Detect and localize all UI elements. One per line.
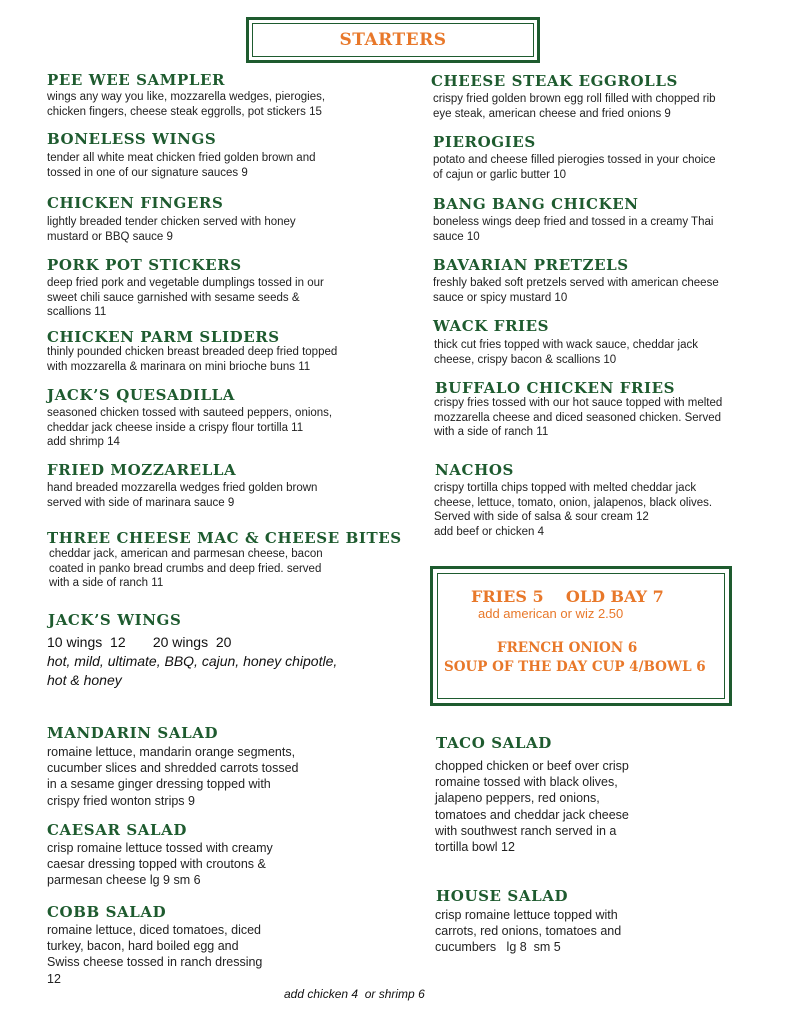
desc-line: cucumber slices and shredded carrots tossed: [47, 761, 299, 776]
desc-line: sweet chili sauce garnished with sesame seeds &: [47, 291, 300, 304]
desc-line: crispy fried wonton strips 9: [47, 793, 195, 808]
item-title-mac-cheese-bites: THREE CHEESE MAC & CHEESE BITES: [47, 529, 402, 547]
item-title-boneless-wings: BONELESS WINGS: [47, 130, 217, 148]
item-title-fried-mozzarella: FRIED MOZZARELLA: [47, 461, 237, 479]
desc-line: thinly pounded chicken breast breaded deep fried topped: [47, 346, 338, 358]
desc-line: hand breaded mozzarella wedges fried golden brown: [47, 482, 318, 494]
desc-line: Served with side of salsa & sour cream 12: [434, 511, 649, 524]
item-desc-cheese-steak-eggrolls: [433, 92, 716, 121]
item-desc-cobb-salad: [47, 922, 262, 987]
item-title-house-salad: HOUSE SALAD: [436, 887, 569, 905]
item-desc-mandarin-salad: [47, 744, 299, 809]
desc-line: coated in panko bread crumbs and deep fried. served: [49, 562, 322, 575]
french-onion-line: FRENCH ONION 6: [497, 640, 638, 656]
desc-line: mustard or BBQ sauce 9: [47, 230, 173, 243]
desc-line: mozzarella cheese and diced seasoned chicken. Served: [434, 411, 722, 424]
desc-line: romaine lettuce, diced tomatoes, diced: [47, 923, 262, 937]
item-desc-bang-bang-chicken: [433, 215, 713, 244]
item-title-chicken-parm-sliders: CHICKEN PARM SLIDERS: [47, 328, 280, 346]
desc-line: with southwest ranch served in a: [435, 823, 617, 838]
soup-of-the-day-line: SOUP OF THE DAY CUP 4/BOWL 6: [444, 659, 706, 675]
item-title-taco-salad: TACO SALAD: [436, 734, 552, 752]
desc-line: in a sesame ginger dressing topped with: [47, 777, 271, 792]
item-desc-chicken-parm-sliders: [47, 345, 337, 374]
item-title-caesar-salad: CAESAR SALAD: [47, 821, 188, 839]
desc-line: freshly baked soft pretzels served with american cheese: [433, 277, 719, 289]
desc-line: chopped chicken or beef over crisp: [435, 759, 629, 773]
item-title-bavarian-pretzels: BAVARIAN PRETZELS: [433, 256, 629, 274]
fries-price-line: FRIES 5 OLD BAY 7: [471, 587, 664, 606]
item-title-jacks-quesadilla: JACK’S QUESADILLA: [47, 386, 235, 404]
desc-line: crisp romaine lettuce topped with: [435, 908, 618, 922]
item-title-wack-fries: WACK FRIES: [433, 317, 550, 335]
item-title-pork-pot-stickers: PORK POT STICKERS: [47, 256, 242, 274]
desc-line: wings any way you like, mozzarella wedges, pierogies,: [47, 91, 326, 103]
add-cheese-line: add american or wiz 2.50: [478, 606, 624, 621]
section-title: STARTERS: [339, 30, 447, 50]
wings-flavors-line: hot & honey: [47, 672, 122, 688]
desc-line: add shrimp 14: [47, 436, 120, 449]
desc-line: caesar dressing topped with croutons &: [47, 857, 266, 872]
desc-line: parmesan cheese lg 9 sm 6: [47, 873, 201, 888]
starters-header-inner: [252, 23, 534, 57]
item-title-bang-bang-chicken: BANG BANG CHICKEN: [433, 195, 639, 213]
item-title-nachos: NACHOS: [435, 461, 514, 479]
item-title-mandarin-salad: MANDARIN SALAD: [47, 724, 219, 742]
desc-line: crispy tortilla chips topped with melted cheddar jack: [434, 482, 697, 494]
desc-line: with a side of ranch 11: [434, 426, 549, 439]
desc-line: cheese, lettuce, tomato, onion, jalapenos, black olives.: [434, 496, 713, 509]
desc-line: carrots, red onions, tomatoes and: [435, 924, 622, 939]
item-desc-house-salad: [435, 907, 621, 956]
item-title-jacks-wings: JACK’S WINGS: [48, 611, 182, 629]
desc-line: crisp romaine lettuce tossed with creamy: [47, 841, 273, 855]
desc-line: thick cut fries topped with wack sauce, cheddar jack: [434, 339, 698, 351]
desc-line: seasoned chicken tossed with sauteed peppers, onions,: [47, 407, 333, 419]
desc-line: 12: [47, 971, 61, 986]
desc-line: tomatoes and cheddar jack cheese: [435, 807, 629, 822]
item-title-cobb-salad: COBB SALAD: [47, 903, 167, 921]
wings-prices: 10 wings 12 20 wings 20: [47, 634, 232, 650]
desc-line: potato and cheese filled pierogies tossed in your choice: [433, 154, 716, 166]
item-desc-pee-wee-sampler: [47, 90, 325, 119]
item-title-buffalo-chicken-fries: BUFFALO CHICKEN FRIES: [435, 379, 676, 397]
desc-line: tender all white meat chicken fried golden brown and: [47, 152, 316, 164]
item-desc-chicken-fingers: [47, 215, 296, 244]
desc-line: cheese, crispy bacon & scallions 10: [434, 353, 617, 366]
desc-line: tossed in one of our signature sauces 9: [47, 166, 248, 179]
item-desc-caesar-salad: [47, 840, 273, 889]
desc-line: lightly breaded tender chicken served with honey: [47, 216, 296, 228]
item-title-cheese-steak-eggrolls: CHEESE STEAK EGGROLLS: [431, 72, 678, 90]
desc-line: boneless wings deep fried and tossed in a creamy Thai: [433, 216, 714, 228]
item-desc-bavarian-pretzels: [433, 276, 719, 305]
item-desc-mac-cheese-bites: [49, 547, 323, 591]
desc-line: sauce 10: [433, 230, 480, 243]
item-desc-wack-fries: [434, 338, 698, 367]
item-title-chicken-fingers: CHICKEN FINGERS: [47, 194, 224, 212]
desc-line: of cajun or garlic butter 10: [433, 168, 566, 181]
desc-line: romaine lettuce, mandarin orange segments,: [47, 745, 296, 759]
desc-line: with mozzarella & marinara on mini brioche buns 11: [47, 360, 311, 373]
salad-add-on-note: add chicken 4 or shrimp 6: [284, 987, 425, 1001]
wings-flavors-line: hot, mild, ultimate, BBQ, cajun, honey chipotle,: [47, 653, 338, 669]
desc-line: deep fried pork and vegetable dumplings tossed in our: [47, 277, 324, 289]
item-desc-jacks-quesadilla: [47, 406, 332, 450]
desc-line: romaine tossed with black olives,: [435, 775, 618, 790]
desc-line: sauce or spicy mustard 10: [433, 291, 568, 304]
item-desc-buffalo-chicken-fries: [434, 396, 722, 440]
desc-line: jalapeno peppers, red onions,: [435, 791, 600, 806]
desc-line: Swiss cheese tossed in ranch dressing: [47, 955, 263, 970]
desc-line: add beef or chicken 4: [434, 525, 544, 538]
item-desc-taco-salad: [435, 758, 629, 855]
desc-line: tortilla bowl 12: [435, 840, 515, 855]
desc-line: served with side of marinara sauce 9: [47, 496, 235, 509]
item-desc-pierogies: [433, 153, 716, 182]
desc-line: crispy fried golden brown egg roll filled with chopped rib: [433, 93, 716, 105]
item-desc-nachos: [434, 481, 712, 539]
desc-line: cheddar jack cheese inside a crispy flour tortilla 11: [47, 421, 304, 434]
desc-line: chicken fingers, cheese steak eggrolls, pot stickers 15: [47, 105, 322, 118]
item-title-pee-wee-sampler: PEE WEE SAMPLER: [47, 71, 226, 89]
desc-line: scallions 11: [47, 306, 107, 319]
desc-line: cucumbers lg 8 sm 5: [435, 940, 561, 955]
item-desc-jacks-wings: [47, 633, 337, 690]
desc-line: turkey, bacon, hard boiled egg and: [47, 939, 239, 954]
desc-line: with a side of ranch 11: [49, 577, 164, 590]
item-desc-pork-pot-stickers: [47, 276, 324, 320]
item-desc-boneless-wings: [47, 151, 316, 180]
desc-line: cheddar jack, american and parmesan cheese, bacon: [49, 548, 323, 560]
item-desc-fried-mozzarella: [47, 481, 317, 510]
desc-line: crispy fries tossed with our hot sauce topped with melted: [434, 397, 723, 409]
starters-header-box: [246, 17, 540, 63]
item-title-pierogies: PIEROGIES: [433, 133, 536, 151]
desc-line: eye steak, american cheese and fried onions 9: [433, 107, 671, 120]
